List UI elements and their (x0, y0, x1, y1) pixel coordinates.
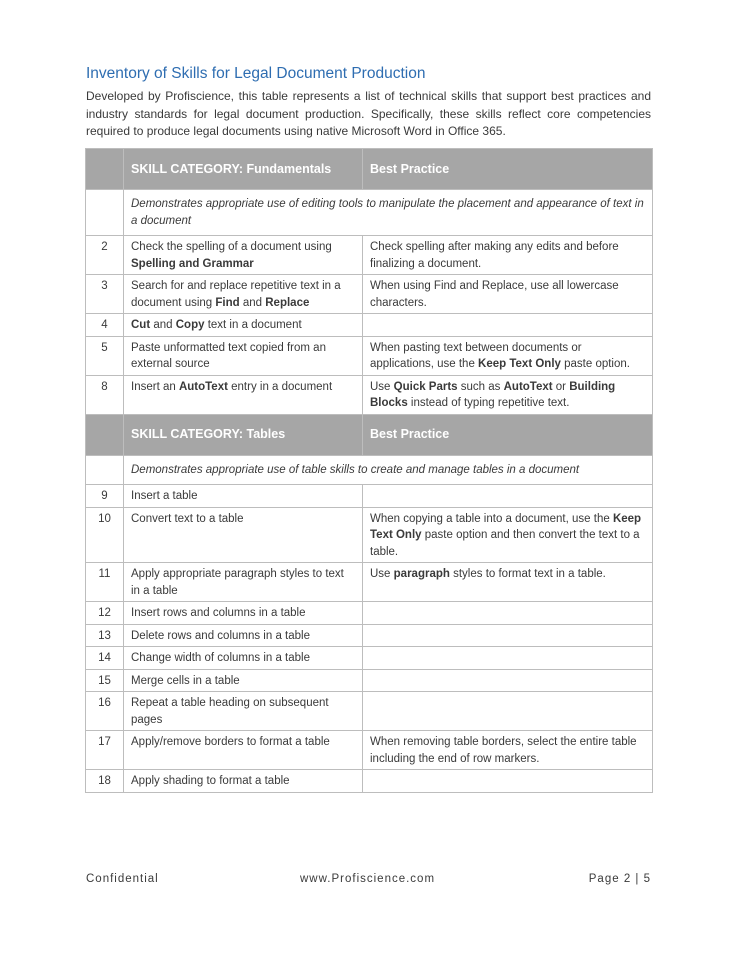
best-practice-text: Use paragraph styles to format text in a table. (363, 563, 653, 602)
skill-number: 11 (86, 563, 124, 602)
skill-number: 12 (86, 602, 124, 625)
skill-description: Apply shading to format a table (124, 770, 363, 793)
best-practice-text (363, 669, 653, 692)
best-practice-header: Best Practice (363, 149, 653, 190)
skill-number: 8 (86, 375, 124, 414)
skill-description: Paste unformatted text copied from an external source (124, 336, 363, 375)
best-practice-text: When using Find and Replace, use all lowercase characters. (363, 275, 653, 314)
footer-page-number: Page 2 | 5 (588, 873, 651, 885)
category-header-row (86, 414, 653, 455)
skills-table (85, 148, 653, 793)
table-row (86, 602, 653, 625)
skill-description: Change width of columns in a table (124, 647, 363, 670)
table-row (86, 485, 653, 508)
table-row (86, 563, 653, 602)
best-practice-text (363, 692, 653, 731)
skill-number: 5 (86, 336, 124, 375)
table-row (86, 731, 653, 770)
category-description-row (86, 455, 653, 485)
skill-description: Convert text to a table (124, 507, 363, 563)
table-row (86, 275, 653, 314)
category-header-row (86, 149, 653, 190)
best-practice-text (363, 314, 653, 337)
skill-description: Insert an AutoText entry in a document (124, 375, 363, 414)
skill-number: 15 (86, 669, 124, 692)
best-practice-text: Use Quick Parts such as AutoText or Building Blocks instead of typing repetitive text. (363, 375, 653, 414)
intro-paragraph: Developed by Profiscience, this table represents a list of technical skills that support best practices and industry standards for legal document production. Specifically, these skills reflect core competencies required to produce legal documents using native Microsoft Word in Office 365. (86, 89, 651, 138)
table-row (86, 336, 653, 375)
table-row (86, 770, 653, 793)
best-practice-text (363, 485, 653, 508)
table-row (86, 624, 653, 647)
header-number-cell (86, 414, 124, 455)
best-practice-text (363, 624, 653, 647)
description-number-cell (86, 455, 124, 485)
skill-description: Insert a table (124, 485, 363, 508)
best-practice-text (363, 770, 653, 793)
skill-description: Apply/remove borders to format a table (124, 731, 363, 770)
table-row (86, 314, 653, 337)
skill-description: Merge cells in a table (124, 669, 363, 692)
table-row (86, 692, 653, 731)
category-title: SKILL CATEGORY: Fundamentals (124, 149, 363, 190)
best-practice-text: When removing table borders, select the entire table including the end of row markers. (363, 731, 653, 770)
skill-number: 10 (86, 507, 124, 563)
category-title: SKILL CATEGORY: Tables (124, 414, 363, 455)
table-row (86, 375, 653, 414)
best-practice-text: Check spelling after making any edits and before finalizing a document. (363, 236, 653, 275)
best-practice-header: Best Practice (363, 414, 653, 455)
skill-number: 2 (86, 236, 124, 275)
header-number-cell (86, 149, 124, 190)
skill-description: Insert rows and columns in a table (124, 602, 363, 625)
table-row (86, 669, 653, 692)
skill-number: 17 (86, 731, 124, 770)
footer-website: www.Profiscience.com (300, 873, 436, 885)
skill-number: 14 (86, 647, 124, 670)
skill-number: 16 (86, 692, 124, 731)
table-row (86, 647, 653, 670)
best-practice-text (363, 647, 653, 670)
footer-confidential: Confidential (86, 873, 159, 885)
description-number-cell (86, 190, 124, 236)
skill-description: Repeat a table heading on subsequent pages (124, 692, 363, 731)
skill-number: 4 (86, 314, 124, 337)
category-description-row (86, 190, 653, 236)
best-practice-text: When copying a table into a document, use the Keep Text Only paste option and then convert the text to a table. (363, 507, 653, 563)
skill-description: Check the spelling of a document using Spelling and Grammar (124, 236, 363, 275)
skill-number: 18 (86, 770, 124, 793)
skill-number: 3 (86, 275, 124, 314)
skills-table-body (86, 149, 653, 793)
document-title: Inventory of Skills for Legal Document Production (86, 65, 426, 82)
skill-description: Apply appropriate paragraph styles to text in a table (124, 563, 363, 602)
best-practice-text: When pasting text between documents or applications, use the Keep Text Only paste option. (363, 336, 653, 375)
table-row (86, 236, 653, 275)
best-practice-text (363, 602, 653, 625)
table-row (86, 507, 653, 563)
category-description: Demonstrates appropriate use of editing tools to manipulate the placement and appearance of text in a document (124, 190, 653, 236)
skill-description: Delete rows and columns in a table (124, 624, 363, 647)
skill-number: 13 (86, 624, 124, 647)
skill-description: Search for and replace repetitive text in a document using Find and Replace (124, 275, 363, 314)
skill-number: 9 (86, 485, 124, 508)
skill-description: Cut and Copy text in a document (124, 314, 363, 337)
category-description: Demonstrates appropriate use of table skills to create and manage tables in a document (124, 455, 653, 485)
